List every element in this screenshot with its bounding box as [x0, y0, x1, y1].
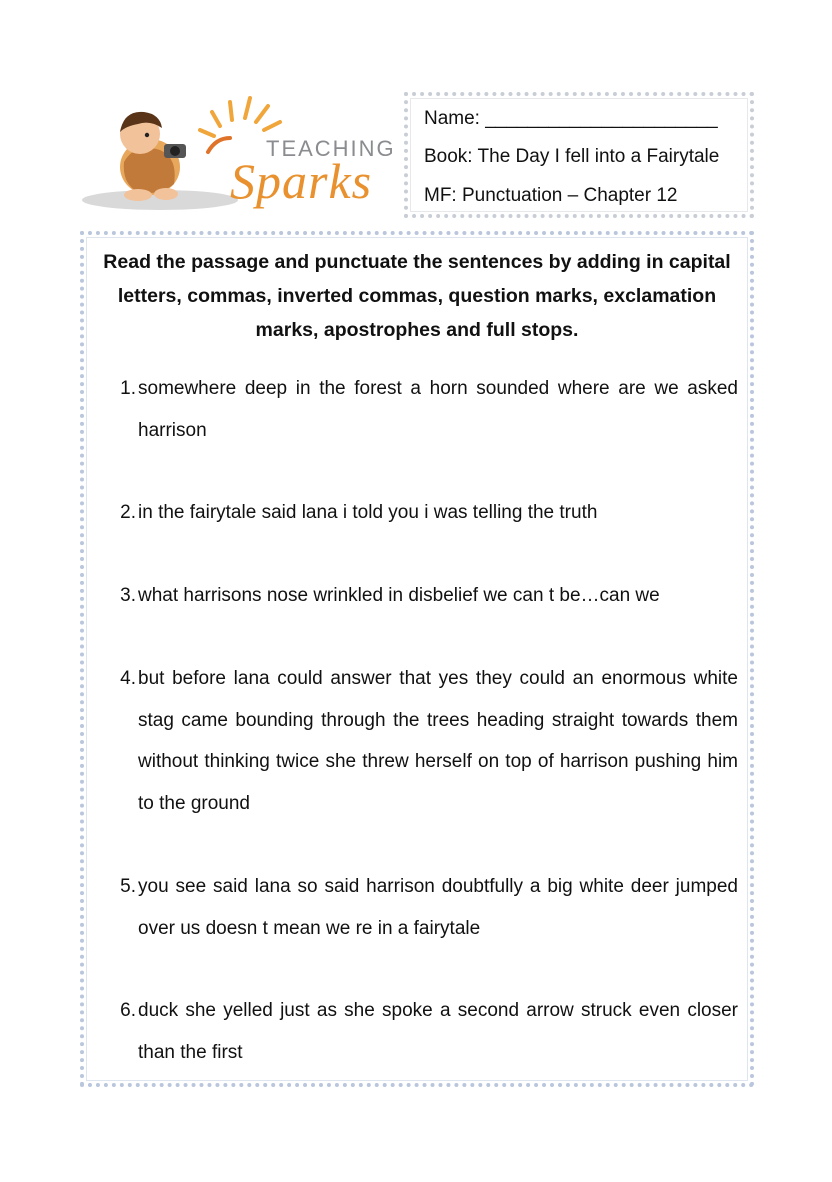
question-number: 2. [120, 502, 136, 523]
question-text: what harrisons nose wrinkled in disbelief we can t be…can we [138, 585, 660, 606]
question-text: duck she yelled just as she spoke a second arrow struck even closer than the first [138, 1000, 738, 1063]
question-number: 5. [120, 876, 136, 897]
info-box [404, 92, 754, 218]
book-title: Book: The Day I fell into a Fairytale [424, 146, 720, 167]
question-text: somewhere deep in the forest a horn sounded where are we asked harrison [138, 378, 738, 441]
question-number: 3. [120, 585, 136, 606]
question-text: you see said lana so said harrison doubtfully a big white deer jumped over us doesn t mean we re in a fairytale [138, 876, 738, 939]
question-number: 4. [120, 668, 136, 689]
worksheet-box [80, 231, 754, 1087]
question-text: but before lana could answer that yes they could an enormous white stag came bounding through the trees heading straight towards them without thinking twice she threw herself on top of harrison pushing him to the ground [138, 668, 738, 814]
question-text: in the fairytale said lana i told you i was telling the truth [138, 502, 598, 523]
name-field-label: Name: ______________________ [424, 108, 718, 129]
question-number: 1. [120, 378, 136, 399]
brand-teaching: TEACHING [266, 136, 396, 161]
caveman-with-camera-icon [120, 112, 186, 201]
mf-topic: MF: Punctuation – Chapter 12 [424, 185, 678, 206]
teaching-sparks-logo [80, 92, 396, 217]
brand-sparks: Sparks [230, 153, 373, 209]
instructions: Read the passage and punctuate the sentences by adding in capital letters, commas, inverted commas, question marks, exclamation marks, apostrophes and full stops. [103, 251, 731, 341]
question-number: 6. [120, 1000, 136, 1021]
